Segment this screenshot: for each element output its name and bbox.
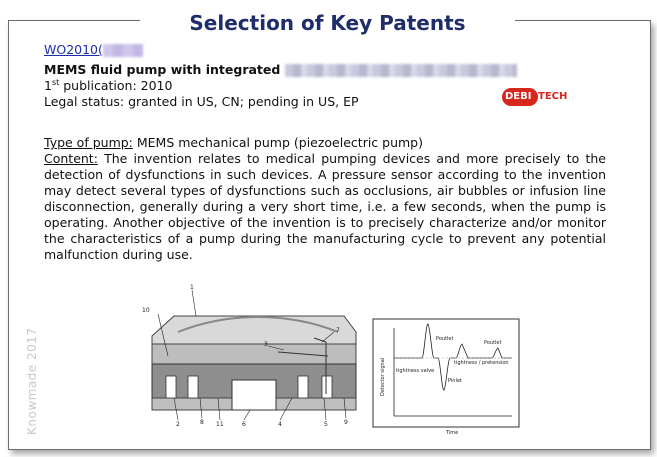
graph-label-tightness-pretension: tightness / pretension (454, 360, 509, 366)
slide-title: Selection of Key Patents (140, 6, 515, 40)
graph-ylabel: Detector signal (380, 357, 386, 396)
graph-label-poutlet-1: Poutlet (436, 336, 454, 342)
fig-label-9: 9 (344, 419, 348, 426)
pump-type-value: MEMS mechanical pump (piezoelectric pump) (132, 135, 423, 150)
first-pub-sup: st (51, 77, 60, 87)
fig-label-7: 7 (336, 327, 340, 334)
fig-label-8: 8 (200, 419, 204, 426)
pump-type (44, 135, 423, 151)
content-label: Content: (44, 151, 98, 166)
graph-label-poutlet-2: Poutlet (484, 340, 502, 346)
fig-label-2: 2 (176, 421, 180, 428)
first-pub-prefix: 1 (44, 78, 52, 93)
graph-xlabel: Time (446, 430, 459, 436)
content-text: The invention relates to medical pumping devices and more precisely to the detection of dysfunctions in such devices. A pressure sensor according to the invention may detect several types of dysfunctions such as occlusions, air bubbles or infusion line disconnection, generally during a very short time, i.e. a few seconds, when the pump is operating. Another objective of the invention is to precisely characterize and/or monitor the characteristics of a pump during the manufacturing cycle to prevent any potential malfunction during use. (44, 151, 606, 262)
graph-label-pinlet: Pinlet (448, 378, 462, 384)
pump-type-label: Type of pump: (44, 135, 133, 150)
legal-status: Legal status: granted in US, CN; pending in US, EP (44, 94, 359, 109)
detector-signal-graph (372, 318, 520, 436)
publication-number[interactable] (44, 42, 143, 58)
fig-label-10: 10 (142, 307, 150, 314)
patent-title (44, 62, 517, 78)
watermark: Knowmade 2017 (25, 327, 39, 435)
patent-title-text: MEMS fluid pump with integrated (44, 62, 281, 77)
publication-number-text[interactable]: WO2010( (44, 42, 103, 57)
fig-label-1: 1 (190, 284, 194, 291)
first-pub-year: publication: 2010 (59, 78, 173, 93)
patent-content (44, 151, 606, 263)
first-publication (44, 78, 172, 94)
fig-label-11: 11 (216, 421, 224, 428)
logo-text-part1: DEBI (505, 91, 532, 102)
fig-label-6: 6 (242, 421, 246, 428)
fig-label-4: 4 (278, 421, 282, 428)
debiotech-logo (502, 88, 590, 106)
logo-text-part2: TECH (538, 91, 568, 102)
redacted-title-blur (285, 64, 517, 77)
pump-cross-section-figure (138, 284, 366, 434)
fig-label-3: 3 (264, 341, 268, 348)
fig-label-5: 5 (324, 421, 328, 428)
redacted-number-blur (103, 44, 143, 57)
graph-label-tightness-valve: tightness valve (396, 368, 435, 374)
